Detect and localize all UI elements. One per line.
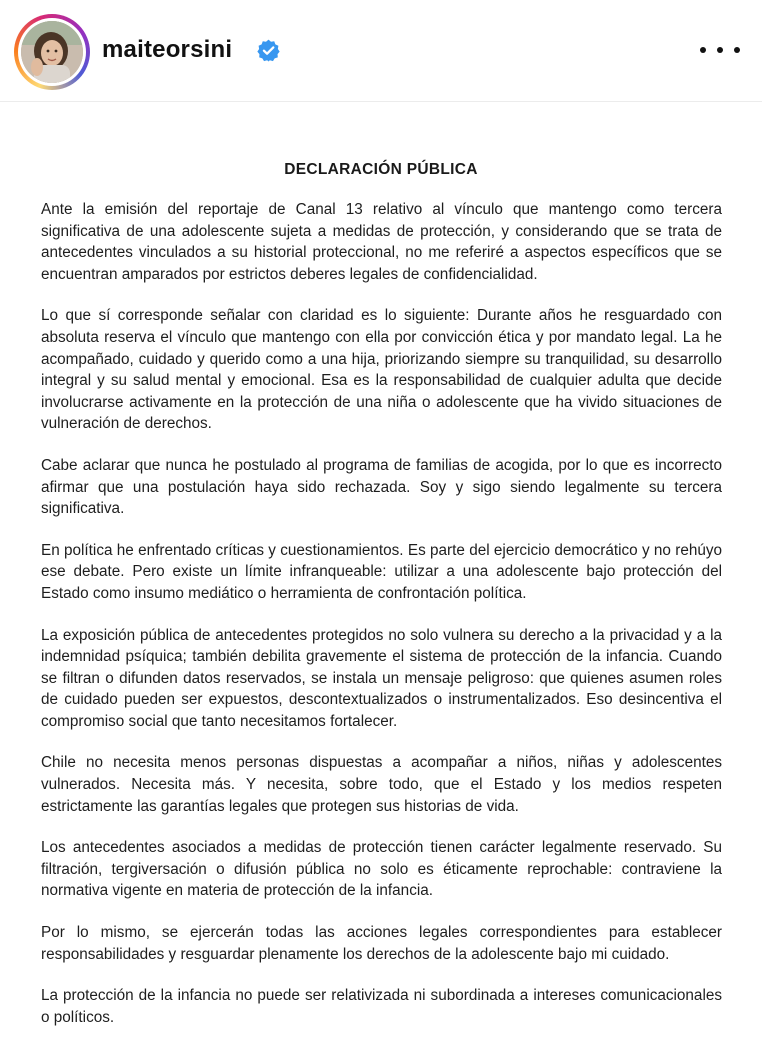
more-options-button[interactable]: [700, 38, 740, 62]
post-image[interactable]: [0, 103, 762, 1024]
story-ring[interactable]: [14, 14, 90, 90]
verified-badge-icon: [256, 38, 281, 63]
statement-paragraph: Chile no necesita menos personas dispuestas a acompañar a niños, niñas y adolescentes vulnerados. Necesita más. Y necesita, sobre todo, que el Estado y los medios respeten estrictamente las garantías legales que protegen sus historias de vida.: [41, 754, 722, 815]
statement-body: [41, 199, 722, 1048]
more-dot-icon: [700, 47, 706, 53]
post-header: [0, 0, 762, 102]
statement-paragraph: Lo que sí corresponde señalar con claridad es lo siguiente: Durante años he resguardado con absoluta reserva el vínculo que mantengo con ella por convicción ética y por mandato legal. La he acompañado, cuidado y querido como a una hija, priorizando siempre su tranquilidad, su desarrollo integral y su salud mental y emocional. Esa es la responsabilidad de cualquier adulta que decide involucrarse activamente en la protección de una niña o adolescente que ha vivido situaciones de vulneración de derechos.: [41, 307, 722, 433]
statement-paragraph: En política he enfrentado críticas y cuestionamientos. Es parte del ejercicio democrático y no rehúyo ese debate. Pero existe un límite infranqueable: utilizar a una adolescente bajo protección del Estado como insumo mediático o herramienta de confrontación política.: [41, 541, 722, 602]
avatar[interactable]: [21, 21, 83, 83]
more-dot-icon: [734, 47, 740, 53]
statement-paragraph: La exposición pública de antecedentes protegidos no solo vulnera su derecho a la privacidad y a la indemnidad psíquica; también debilita gravemente el sistema de protección de la infancia. Cuando se filtran o difunden datos reservados, se instala un mensaje peligroso: que quienes asumen roles de cuidado pueden ser expuestos, descontextualizados o instrumentalizados. Eso desincentiva el compromiso social que tanto necesitamos fortalecer.: [41, 626, 722, 730]
profile-photo-icon: [21, 21, 83, 83]
statement-paragraph: Los antecedentes asociados a medidas de protección tienen carácter legalmente reservado. Su filtración, tergiversación o difusión pública no solo es éticamente reprochable: contraviene la normativa vigente en materia de protección de la infancia.: [41, 839, 722, 900]
statement-title: DECLARACIÓN PÚBLICA: [284, 161, 478, 178]
avatar-gap: [18, 18, 86, 86]
username-link[interactable]: maiteorsini: [102, 36, 233, 63]
statement-paragraph: Ante la emisión del reportaje de Canal 13 relativo al vínculo que mantengo como tercera significativa de una adolescente sujeta a medidas de protección, y considerando que se trata de antecedentes vinculados a su historial proteccional, no me referiré a aspectos específicos que se encuentran amparados por estrictos deberes legales de confidencialidad.: [41, 201, 722, 283]
statement-paragraph: La protección de la infancia no puede ser relativizada ni subordinada a intereses comunicacionales o políticos.: [41, 987, 722, 1026]
statement-paragraph: Por lo mismo, se ejercerán todas las acciones legales correspondientes para establecer responsabilidades y resguardar plenamente los derechos de la adolescente bajo mi cuidado.: [41, 924, 722, 963]
statement-paragraph: Cabe aclarar que nunca he postulado al programa de familias de acogida, por lo que es incorrecto afirmar que una postulación haya sido rechazada. Soy y sigo siendo legalmente su tercera significativa.: [41, 456, 722, 518]
more-dot-icon: [717, 47, 723, 53]
